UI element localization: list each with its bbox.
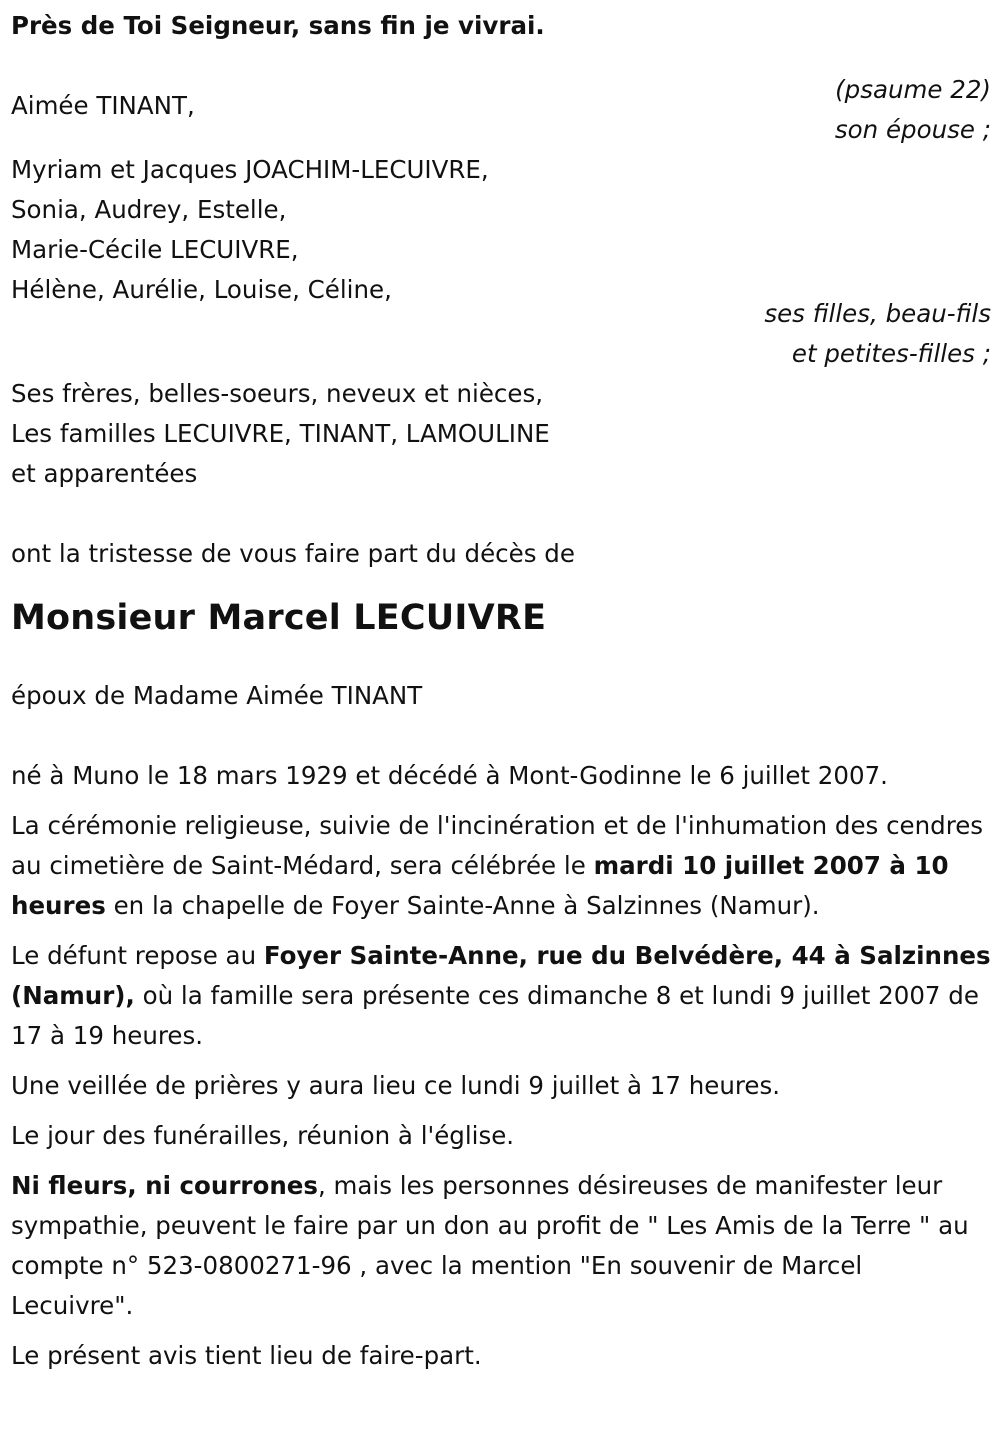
psalm-reference: (psaume 22)	[835, 75, 991, 104]
daughters-block	[11, 150, 991, 374]
rest-paragraph	[11, 936, 991, 1056]
closing: Le présent avis tient lieu de faire-part.	[11, 1341, 482, 1370]
spouse-role: son épouse ;	[834, 115, 991, 144]
ceremony-paragraph	[11, 806, 991, 926]
spacer	[11, 46, 991, 70]
daughters-line: Myriam et Jacques JOACHIM-LECUIVRE,	[11, 155, 489, 184]
flowers-text: , mais les personnes désireuses de manifester leur sympathie, peuvent le faire par un don au profit de " Les Amis de la Terre " au compte n° 523-0800271-96 , avec la mention "En souvenir de Marcel Lecuivre".	[11, 1171, 969, 1320]
daughters-role-2: et petites-filles ;	[791, 339, 991, 368]
ceremony-date: mardi 10 juillet 2007 à 10 heures	[11, 851, 949, 920]
spouse-name	[11, 70, 195, 120]
motto: Près de Toi Seigneur, sans fin je vivrai.	[11, 11, 545, 40]
spouse-name-text: Aimée TINANT,	[11, 91, 195, 120]
rest-text-1: Le défunt repose au	[11, 941, 264, 970]
rest-text-2: où la famille sera présente ces dimanche 8 et lundi 9 juillet 2007 de 17 à 19 heures.	[11, 981, 979, 1050]
husband-of: époux de Madame Aimée TINANT	[11, 681, 423, 710]
funeral-meeting: Le jour des funérailles, réunion à l'église.	[11, 1121, 515, 1150]
announcement: ont la tristesse de vous faire part du décès de	[11, 539, 575, 568]
death-notice	[11, 6, 991, 1386]
ceremony-text-1: La cérémonie religieuse, suivie de l'incinération et de l'inhumation des cendres au cimetière de Saint-Médard, sera célébrée le	[11, 811, 984, 880]
spouse-block	[11, 70, 991, 150]
daughters-line: Sonia, Audrey, Estelle,	[11, 195, 287, 224]
daughters-line: Marie-Cécile LECUIVRE,	[11, 235, 299, 264]
daughters-line: Hélène, Aurélie, Louise, Céline,	[11, 275, 392, 304]
spacer	[11, 494, 991, 534]
family-line: et apparentées	[11, 459, 198, 488]
birth-death: né à Muno le 18 mars 1929 et décédé à Mont-Godinne le 6 juillet 2007.	[11, 761, 888, 790]
spacer	[11, 716, 991, 756]
family-block	[11, 374, 991, 494]
daughters-role-1: ses filles, beau-fils	[764, 299, 991, 328]
flowers-paragraph	[11, 1166, 991, 1326]
ceremony-text-2: en la chapelle de Foyer Sainte-Anne à Salzinnes (Namur).	[105, 891, 820, 920]
flowers-bold: Ni fleurs, ni courrones	[11, 1171, 318, 1200]
deceased-name: Monsieur Marcel LECUIVRE	[11, 598, 547, 638]
family-line: Ses frères, belles-soeurs, neveux et nièces,	[11, 379, 544, 408]
rest-location: Foyer Sainte-Anne, rue du Belvédère, 44 à Salzinnes (Namur),	[11, 941, 991, 1010]
vigil: Une veillée de prières y aura lieu ce lundi 9 juillet à 17 heures.	[11, 1071, 781, 1100]
family-line: Les familles LECUIVRE, TINANT, LAMOULINE	[11, 419, 550, 448]
